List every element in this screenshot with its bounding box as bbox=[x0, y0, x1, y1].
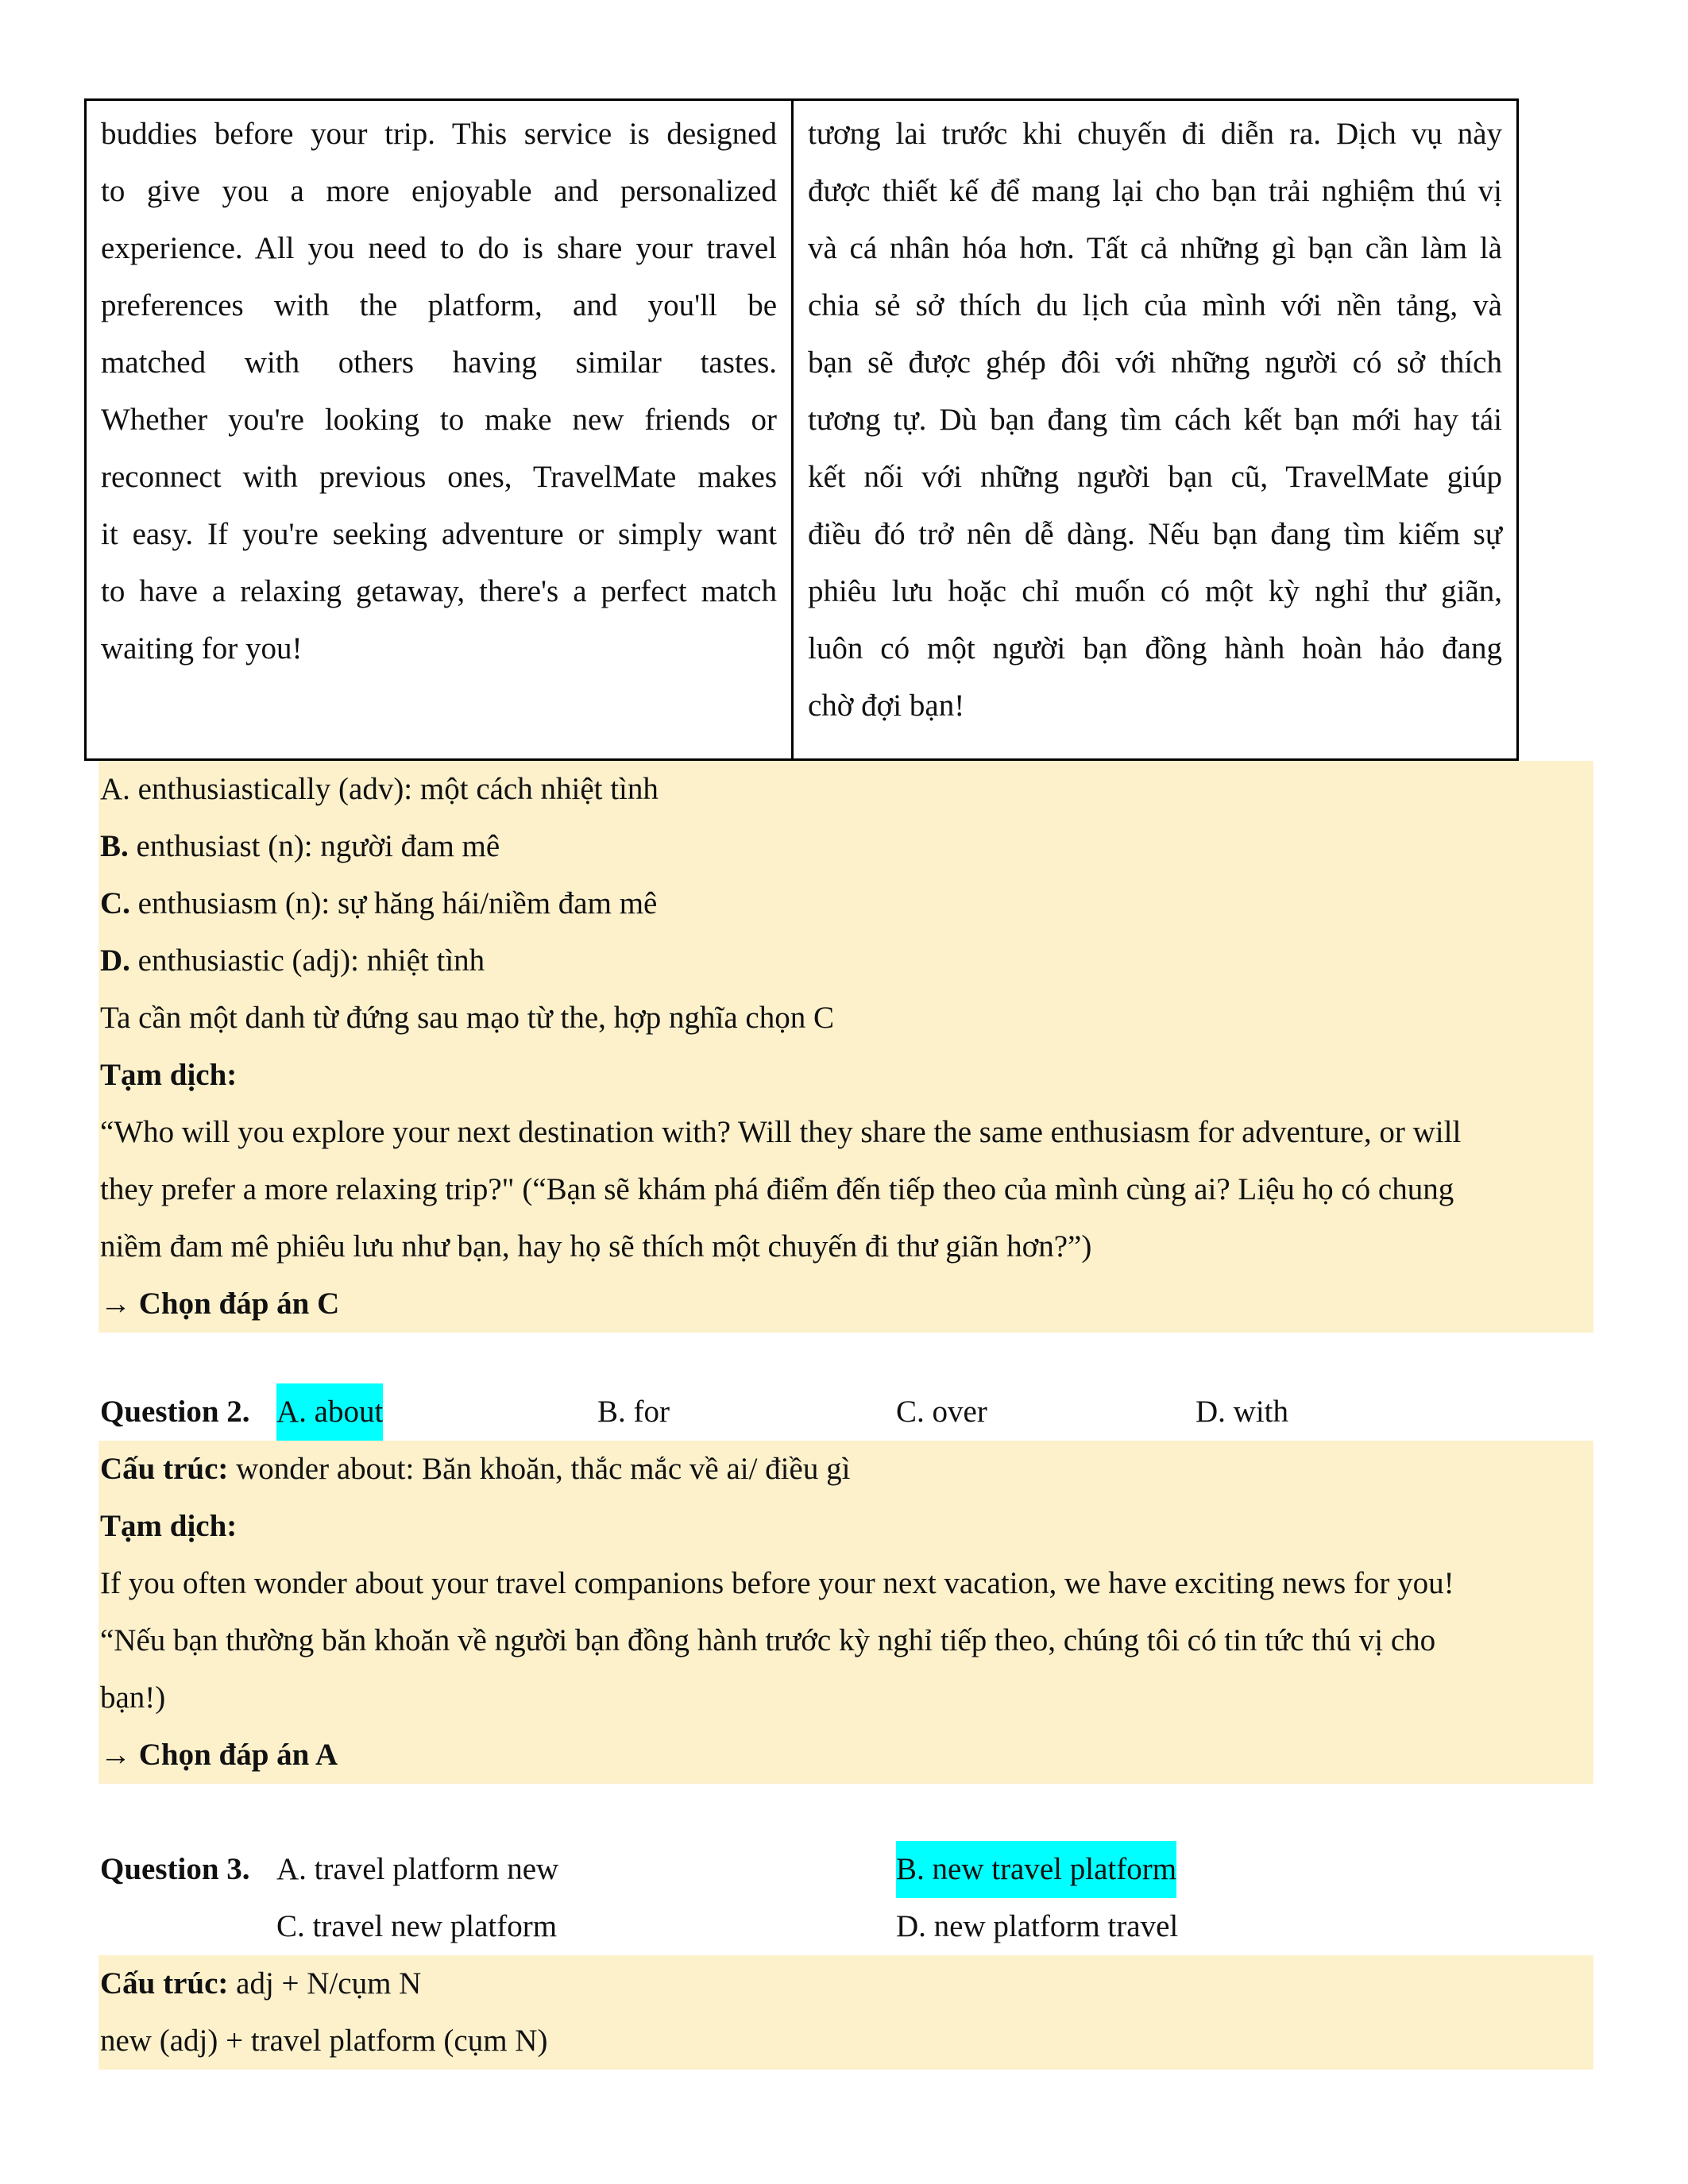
q1-translation-line: they prefer a more relaxing trip?" (“Bạn sẽ khám phá điểm đến tiếp theo của mình cùng ai? Liệu họ có chung bbox=[100, 1172, 1454, 1206]
english-passage-cell bbox=[87, 101, 794, 758]
q1-translation-line: “Who will you explore your next destination with? Will they share the same enthusiasm for adventure, or will bbox=[100, 1115, 1462, 1149]
vietnamese-line: luôn có một người bạn đồng hành hoàn hảo đang bbox=[808, 631, 1502, 666]
english-line: to give you a more enjoyable and personalized bbox=[101, 174, 777, 208]
vietnamese-line: và cá nhân hóa hơn. Tất cả những gì bạn cần làm là bbox=[808, 231, 1502, 265]
q2-option-d: D. with bbox=[1196, 1395, 1288, 1429]
english-line: to have a relaxing getaway, there's a perfect match bbox=[101, 574, 777, 608]
q3-option-c: C. travel new platform bbox=[276, 1909, 558, 1943]
english-line: Whether you're looking to make new friends or bbox=[101, 403, 777, 437]
q1-option-c-text: enthusiasm (n): sự hăng hái/niềm đam mê bbox=[129, 886, 658, 920]
q2-structure-label: Cấu trúc: bbox=[100, 1452, 229, 1486]
q3-structure-text: adj + N/cụm N bbox=[228, 1966, 422, 2001]
vietnamese-line: phiêu lưu hoặc chỉ muốn có một kỳ nghỉ thư giãn, bbox=[808, 574, 1502, 608]
english-line: waiting for you! bbox=[101, 631, 303, 666]
q1-option-b-text: enthusiast (n): người đam mê bbox=[128, 829, 500, 863]
vietnamese-line: tương lai trước khi chuyến đi diễn ra. Dịch vụ này bbox=[808, 117, 1502, 151]
q2-structure-text: wonder about: Băn khoăn, thắc mắc về ai/ điều gì bbox=[228, 1452, 851, 1486]
q1-option-d-text: enthusiastic (adj): nhiệt tình bbox=[129, 943, 485, 978]
q1-translation-line: niềm đam mê phiêu lưu như bạn, hay họ sẽ thích một chuyến đi thư giãn hơn?”) bbox=[100, 1229, 1092, 1264]
english-line: matched with others having similar tastes. bbox=[101, 345, 777, 380]
q2-answer: → Chọn đáp án A bbox=[100, 1738, 338, 1772]
q3-option-a: A. travel platform new bbox=[276, 1852, 559, 1886]
q1-option-a: A. enthusiastically (adv): một cách nhiệt tình bbox=[100, 772, 659, 806]
q3-options-row-2 bbox=[98, 1898, 1593, 1955]
q2-options-row bbox=[98, 1383, 1593, 1441]
q1-answer: → Chọn đáp án C bbox=[100, 1287, 340, 1321]
translation-table bbox=[84, 98, 1519, 761]
q2-translation-line: If you often wonder about your travel companions before your next vacation, we have exciting news for you! bbox=[100, 1566, 1454, 1600]
q2-translation-line: “Nếu bạn thường băn khoăn về người bạn đồng hành trước kỳ nghỉ tiếp theo, chúng tôi có tin tức thú vị cho bbox=[100, 1623, 1436, 1657]
q2-option-b: B. for bbox=[597, 1395, 670, 1429]
vietnamese-line: chờ đợi bạn! bbox=[808, 689, 965, 723]
q3-label: Question 3. bbox=[100, 1852, 250, 1886]
q3-structure bbox=[98, 1955, 1593, 2012]
vietnamese-line: bạn sẽ được ghép đôi với những người có sở thích bbox=[808, 345, 1502, 380]
q1-option-c-letter: C. bbox=[100, 886, 130, 920]
q2-translation-heading: Tạm dịch: bbox=[100, 1509, 238, 1543]
vietnamese-line: được thiết kế để mang lại cho bạn trải nghiệm thú vị bbox=[808, 174, 1502, 208]
q1-translation-heading: Tạm dịch: bbox=[100, 1058, 238, 1092]
english-line: it easy. If you're seeking adventure or simply want bbox=[101, 517, 777, 551]
q2-explanation-panel bbox=[98, 1441, 1593, 1784]
vietnamese-line: kết nối với những người bạn cũ, TravelMate giúp bbox=[808, 460, 1502, 494]
english-line: reconnect with previous ones, TravelMate makes bbox=[101, 460, 777, 494]
english-line: experience. All you need to do is share your travel bbox=[101, 231, 777, 265]
vietnamese-line: chia sẻ sở thích du lịch của mình với nền tảng, và bbox=[808, 288, 1502, 322]
q3-structure-example: new (adj) + travel platform (cụm N) bbox=[100, 2024, 548, 2058]
q3-explanation-panel bbox=[98, 1955, 1593, 2070]
q2-option-c: C. over bbox=[896, 1395, 987, 1429]
q2-option-a: A. about bbox=[276, 1383, 383, 1441]
q2-translation-line: bạn!) bbox=[100, 1680, 166, 1715]
q3-structure-label: Cấu trúc: bbox=[100, 1966, 229, 2001]
vietnamese-line: tương tự. Dù bạn đang tìm cách kết bạn mới hay tái bbox=[808, 403, 1502, 437]
q1-option-c bbox=[98, 875, 1593, 932]
q1-explanation-panel bbox=[98, 761, 1593, 1333]
q3-option-d: D. new platform travel bbox=[896, 1909, 1179, 1943]
vietnamese-passage-cell bbox=[794, 101, 1516, 758]
q1-option-b-letter: B. bbox=[100, 829, 129, 863]
q3-options-row-1 bbox=[98, 1841, 1593, 1898]
vietnamese-line: điều đó trở nên dễ dàng. Nếu bạn đang tìm kiếm sự bbox=[808, 517, 1502, 551]
q2-structure bbox=[98, 1441, 1593, 1498]
q3-option-b: B. new travel platform bbox=[896, 1841, 1176, 1898]
q1-reason: Ta cần một danh từ đứng sau mạo từ the, hợp nghĩa chọn C bbox=[100, 1001, 834, 1035]
q1-option-d-letter: D. bbox=[100, 943, 130, 978]
english-line: buddies before your trip. This service is designed bbox=[101, 117, 777, 151]
english-line: preferences with the platform, and you'll be bbox=[101, 288, 777, 322]
q1-option-d bbox=[98, 932, 1593, 990]
q2-label: Question 2. bbox=[100, 1395, 250, 1429]
q1-option-b bbox=[98, 818, 1593, 875]
